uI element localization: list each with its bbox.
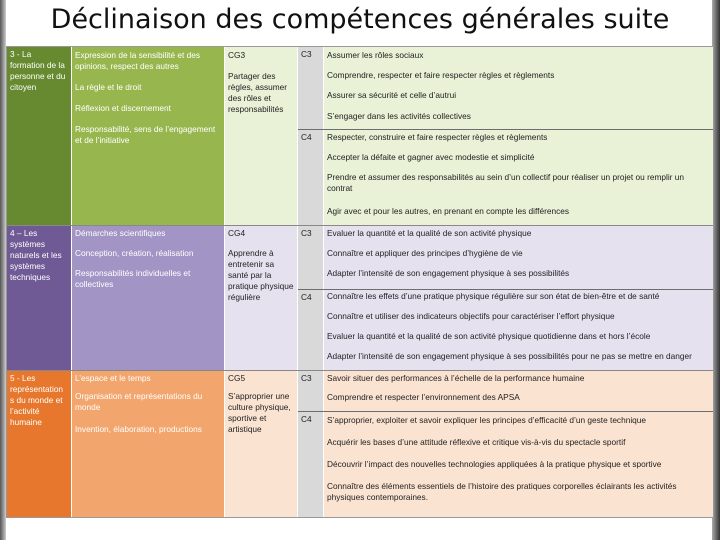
competence-item: Accepter la défaite et gagner avec modestie et simplicité [327,152,535,162]
subdomain-item: Invention, élaboration, productions [75,424,202,434]
cycle-label: C4 [301,292,312,302]
competence-item: Evaluer la quantité et la qualité de son activité physique quotidienne dans et hors l’école [327,331,651,341]
competence-list-c4 [324,412,713,517]
subdomain-item: Expression de la sensibilité et des opinions, respect des autres [75,50,200,71]
competence-list-c3 [324,371,713,411]
page-title: Déclinaison des compétences générales suite [50,4,670,35]
competence-list-c3 [324,226,713,289]
cycle-label: C3 [301,373,312,383]
competence-item: Connaître des éléments essentiels de l’histoire des pratiques corporelles éclairants les activités physiques contemporaines. [327,481,677,502]
competence-item: Acquérir les bases d’une attitude réflexive et critique vis-à-vis du spectacle sportif [327,437,626,447]
subdomain-item: Responsabilités individuelles et collectives [75,268,191,289]
competences-table [6,46,714,518]
domain-label: 4 – Les systèmes naturels et les systèmes techniques [10,228,62,282]
competence-item: Adapter l’intensité de son engagement physique à ses possibilités [327,268,570,278]
cycle-label: C4 [301,132,312,142]
subdomain-item: Démarches scientifiques [75,228,166,238]
domain-cell-5 [7,371,71,517]
subdomain-item: Organisation et représentations du monde [75,391,203,412]
competence-list-c3 [324,47,713,129]
section-separator [7,370,713,371]
competence-item: Connaître les effets d’une pratique physique régulière sur son état de bien-être et de santé [327,291,660,301]
cg-cell-5 [225,371,297,517]
subdomain-item: L’espace et le temps [75,373,151,383]
cg-description: Apprendre à entretenir sa santé par la pratique physique régulière [228,248,294,302]
cycle-cell-c3 [298,371,323,411]
section-separator [7,225,713,226]
cg-code: CG3 [228,50,246,60]
domain-cell-3 [7,47,71,225]
domain-cell-4 [7,226,71,370]
cg-cell-3 [225,47,297,225]
competence-item: Respecter, construire et faire respecter règles et règlements [327,132,548,142]
competence-list-c4 [324,130,713,225]
subdomain-item: Conception, création, réalisation [75,248,194,258]
competence-item: Connaître et utiliser des indicateurs objectifs pour caractériser l’effort physique [327,311,615,321]
cycle-label: C3 [301,228,312,238]
competence-item: Adapter l’intensité de son engagement physique à ses possibilités pour ne pas se mettre en danger [327,351,692,361]
competence-list-c4 [324,290,713,370]
cycle-label: C3 [301,49,312,59]
subdomain-item: La règle et le droit [75,82,142,92]
competence-item: Agir avec et pour les autres, en prenant en compte les différences [327,206,569,216]
competence-item: Connaître et appliquer des principes d’hygiène de vie [327,248,523,258]
subdomain-cell-5 [72,371,224,517]
domain-label: 3 - La formation de la personne et du citoyen [10,49,66,92]
cycle-cell-c4 [298,290,323,370]
competence-item: Prendre et assumer des responsabilités au sein d’un collectif pour réaliser un projet ou remplir un contrat [327,172,684,193]
cg-description: Partager des règles, assumer des rôles et responsabilités [228,71,288,114]
competence-item: S’approprier, exploiter et savoir expliquer les principes d’efficacité d’un geste technique [327,415,647,425]
cg-code: CG4 [228,228,246,238]
cycle-cell-c4 [298,130,323,225]
subdomain-item: Réflexion et discernement [75,103,171,113]
competence-item: Evaluer la quantité et la qualité de son activité physique [327,228,532,238]
cg-description: S’approprier une culture physique, sportive et artistique [228,391,291,434]
title-bar [0,0,720,44]
subdomain-cell-3 [72,47,224,225]
cycle-cell-c3 [298,226,323,289]
competence-item: Comprendre, respecter et faire respecter règles et règlements [327,70,555,80]
row-separator [298,411,713,412]
domain-label: 5 - Les représentation s du monde et l’activité humaine [10,373,64,427]
cycle-cell-c4 [298,412,323,517]
cg-code: CG5 [228,373,246,383]
cycle-label: C4 [301,414,312,424]
competence-item: Assurer sa sécurité et celle d’autrui [327,90,457,100]
competence-item: Assumer les rôles sociaux [327,50,424,60]
subdomain-item: Responsabilité, sens de l’engagement et de l’initiative [75,124,216,145]
subdomain-cell-4 [72,226,224,370]
competence-item: Découvrir l’impact des nouvelles technologies appliquées à la pratique physique et sportive [327,459,662,469]
row-separator [298,129,713,130]
cycle-cell-c3 [298,47,323,129]
competence-item: S’engager dans les activités collectives [327,111,471,121]
cg-cell-4 [225,226,297,370]
competence-item: Savoir situer des performances à l’échelle de la performance humaine [327,373,585,383]
row-separator [298,289,713,290]
competence-item: Comprendre et respecter l’environnement des APSA [327,392,520,402]
